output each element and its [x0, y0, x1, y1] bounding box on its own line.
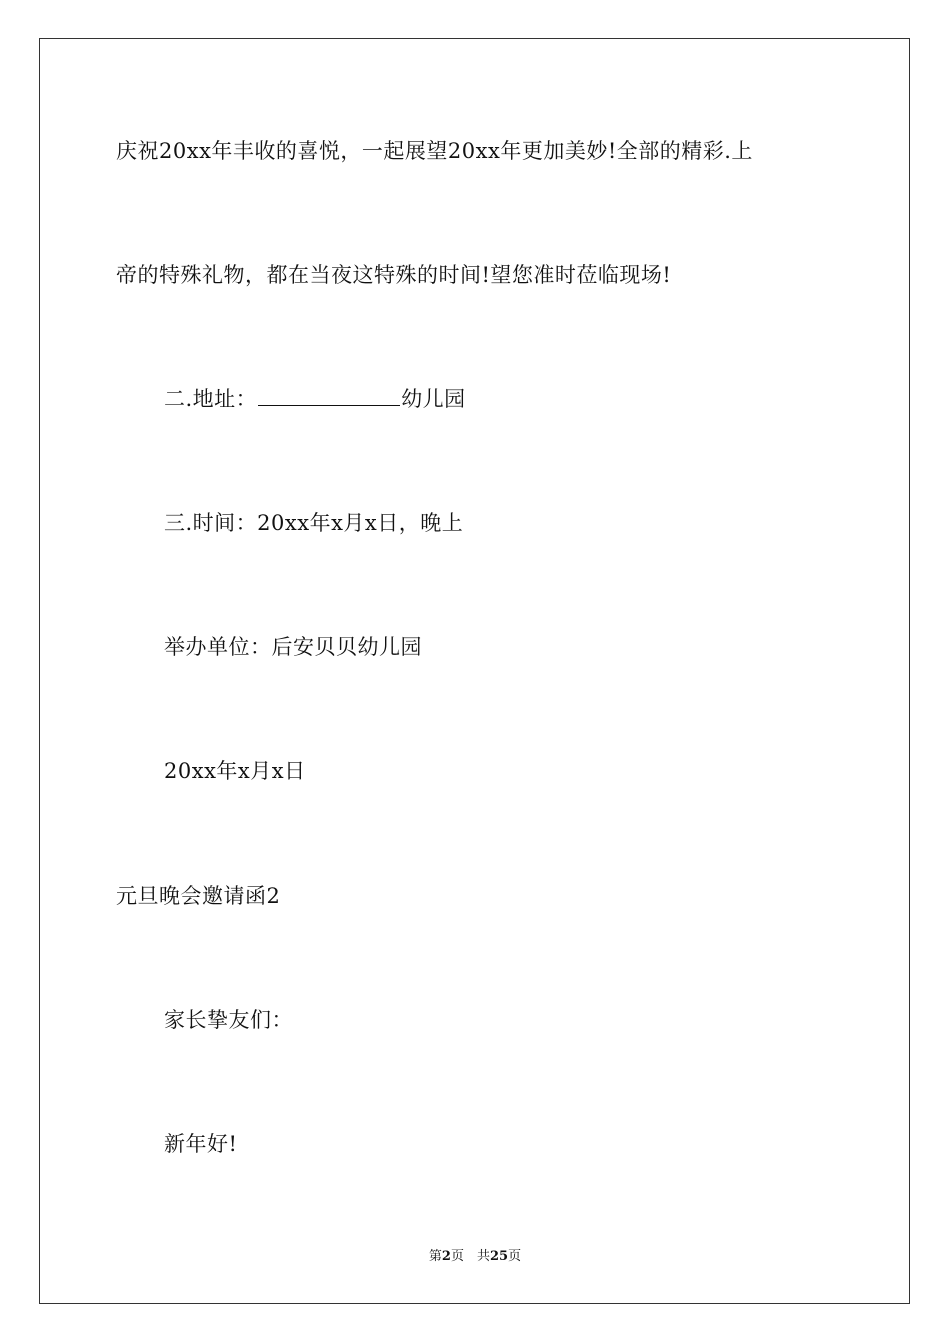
page-footer — [0, 1248, 950, 1266]
page-border — [39, 38, 910, 1304]
organizer-line: 举办单位：后安贝贝幼儿园 — [164, 635, 422, 659]
new-year-line: 新年好! — [164, 1132, 238, 1156]
footer-page-prefix: 第 — [428, 1249, 442, 1264]
footer-page-suffix: 页 — [508, 1249, 522, 1264]
paragraph-line-1: 庆祝20xx年丰收的喜悦，一起展望20xx年更加美妙!全部的精彩.上 — [116, 139, 753, 163]
address-line — [164, 386, 466, 412]
footer-page-mid: 页 共 — [450, 1249, 490, 1264]
address-blank — [258, 387, 400, 406]
greeting-line: 家长挚友们： — [164, 1008, 293, 1032]
section-title: 元旦晚会邀请函2 — [116, 884, 281, 908]
address-suffix: 幼儿园 — [401, 387, 466, 411]
footer-page-current: 2 — [441, 1249, 451, 1264]
date-line: 20xx年x月x日 — [164, 759, 306, 783]
time-line: 三.时间：20xx年x月x日，晚上 — [164, 511, 464, 535]
address-label: 二.地址： — [164, 387, 258, 411]
paragraph-line-2: 帝的特殊礼物，都在当夜这特殊的时间!望您准时莅临现场! — [116, 263, 672, 287]
footer-page-total: 25 — [489, 1249, 509, 1264]
